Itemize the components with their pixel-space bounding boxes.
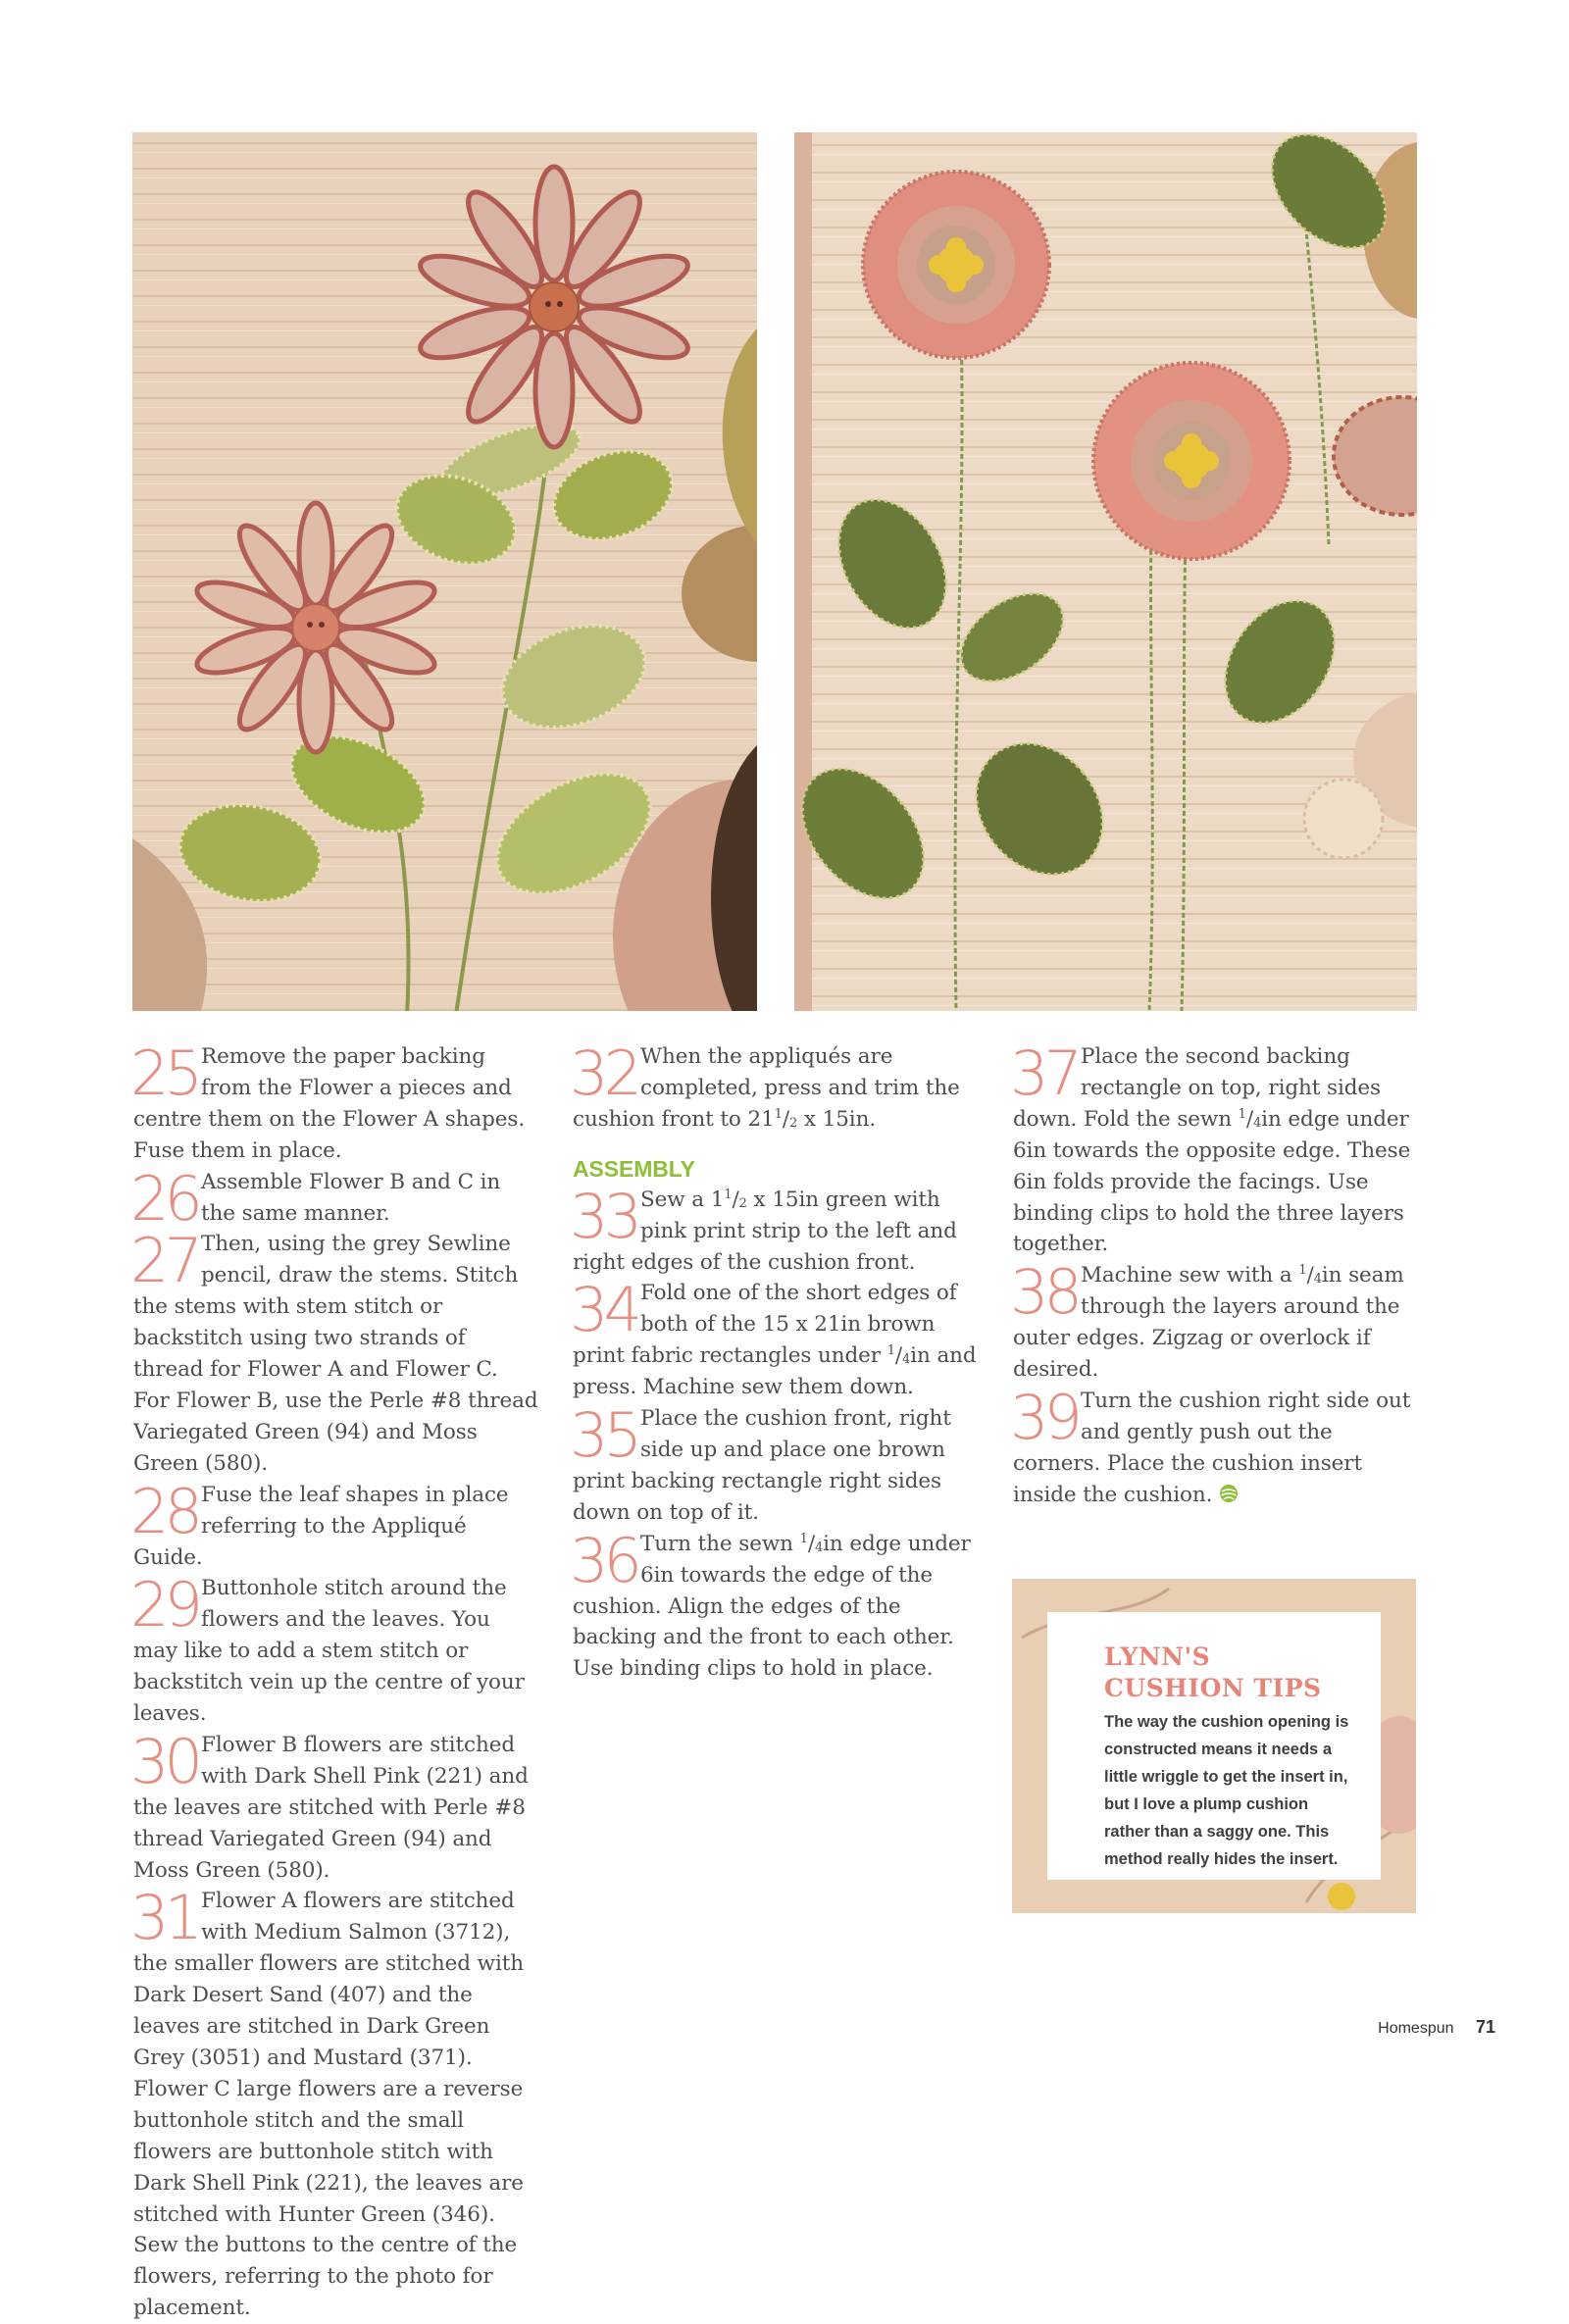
step-text: Flower B flowers are stitched with Dark Shell Pink (221) and the leaves are stitched with Perle #8 thread Variegated Green (94) and Moss Green (580). xyxy=(133,1732,529,1883)
step-text-cont: in edge under 6in towards the edge of the cushion. Align the edges of the backing and the front to each other. Use binding clips to hold in place. xyxy=(573,1531,971,1682)
step-39 xyxy=(1010,1381,1420,1511)
photo-right-embroidered-flowers xyxy=(794,132,1417,1011)
fraction-numerator: 1 xyxy=(886,1343,895,1359)
step-number: 25 xyxy=(130,1037,198,1109)
step-number: 32 xyxy=(570,1037,637,1109)
fraction-numerator: 1 xyxy=(724,1187,733,1202)
tips-card xyxy=(1047,1612,1381,1880)
step-number: 35 xyxy=(570,1399,637,1472)
fraction-denominator: 2 xyxy=(738,1195,747,1211)
fraction-denominator: 2 xyxy=(788,1115,798,1131)
text-column-3 xyxy=(1010,1037,1420,1511)
step-text: Then, using the grey Sewline pencil, draw the stems. Stitch the stems with stem stitch or backstitch using two strands of thread for Flower A and Flower C. For Flower B, use the Perle #8 thread Variegated Green (94) and Moss Green (580). xyxy=(133,1232,538,1476)
step-36: 36 Turn the sewn $^1/_4in$ edge under 6in towards the edge of the cushion. Align the edges of the backing and the front to each other. Use binding clips to hold in place. xyxy=(570,1524,971,1682)
step-30 xyxy=(130,1725,540,1887)
step-number: 37 xyxy=(1010,1037,1078,1109)
step-32: 32 When the appliqués are completed, press and trim the cushion front to $21^1/_2$ x 15in. xyxy=(570,1037,960,1132)
step-number: 33 xyxy=(570,1180,637,1252)
step-text: Buttonhole stitch around the flowers and the leaves. You may like to add a stem stitch or backstitch vein up the centre of your leaves. xyxy=(133,1576,525,1727)
yarn-ball-end-icon xyxy=(1219,1484,1239,1503)
step-number: 34 xyxy=(570,1274,637,1346)
step-25 xyxy=(130,1037,540,1167)
step-number: 36 xyxy=(570,1524,637,1596)
step-number: 30 xyxy=(130,1725,198,1797)
step-text: Fold one of the short edges of both of the 15 x 21in brown print fabric rectangles under xyxy=(573,1281,957,1369)
fraction-denominator: 4 xyxy=(1253,1115,1262,1131)
step-number: 31 xyxy=(130,1882,198,1954)
fraction-denominator: 4 xyxy=(814,1540,824,1555)
step-31 xyxy=(130,1882,540,2324)
step-34: 34 Fold one of the short edges of both of the 15 x 21in brown print fabric rectangles under $^1/_4in$ and press. Machine sew them down. xyxy=(570,1274,977,1400)
photo-left-embroidered-daisies xyxy=(132,132,757,1011)
step-number: 39 xyxy=(1010,1381,1078,1453)
fraction-numerator: 1 xyxy=(1238,1106,1246,1122)
step-number: 29 xyxy=(130,1569,198,1642)
page-number: 71 xyxy=(1475,2017,1495,2037)
text-column-2 xyxy=(570,1037,980,1685)
page-footer xyxy=(1378,2017,1495,2038)
step-text: Place the cushion front, right side up and place one brown print backing rectangle right sides down on top of it. xyxy=(573,1406,951,1525)
step-text: Fuse the leaf shapes in place referring to the Appliqué Guide. xyxy=(133,1482,509,1570)
step-38: 38 Machine sew with a $^1/_4in$ seam through the layers around the outer edges. Zigzag or overlock if desired. xyxy=(1010,1256,1404,1383)
step-text: Flower A flowers are stitched with Medium Salmon (3712), the smaller flowers are stitched with Dark Desert Sand (407) and the leaves are stitched in Dark Green Grey (3051) and Mustard (371). Flower C large flowers are a reverse buttonhole stitch and the small flowers are buttonhole stitch with Dark Shell Pink (221), the leaves are stitched with Hunter Green (346). Sew the buttons to the centre of the flowers, referring to the photo for placement. xyxy=(133,1889,525,2321)
step-text-cont: in and press. Machine sew them down. xyxy=(573,1343,977,1400)
step-text-cont: in edge under 6in towards the opposite edge. These 6in folds provide the facings. Use binding clips to hold the three layers together. xyxy=(1013,1106,1411,1257)
step-text: When the appliqués are completed, press and trim the cushion front to 21 xyxy=(573,1044,960,1132)
fraction-numerator: 1 xyxy=(1298,1263,1307,1279)
fraction-numerator: 1 xyxy=(799,1531,808,1546)
text-column-1 xyxy=(130,1037,540,2324)
step-text: Place the second backing rectangle on top, right sides down. Fold the sewn xyxy=(1013,1044,1381,1132)
step-number: 26 xyxy=(130,1162,198,1235)
step-text: Machine sew with a xyxy=(1081,1263,1299,1288)
step-33: 33 Sew a $1^1/_2$ x 15in green with pink print strip to the left and right edges of the cushion front. xyxy=(570,1180,957,1275)
tips-body: The way the cushion opening is constructed means it needs a little wriggle to get the insert in, but I love a plump cushion rather than a saggy one. This method really hides the insert. xyxy=(1104,1713,1349,1868)
step-text-cont: x 15in green with pink print strip to the left and right edges of the cushion front. xyxy=(573,1187,957,1275)
step-text-cont: in seam through the layers around the outer edges. Zigzag or overlock if desired. xyxy=(1013,1263,1404,1383)
step-37: 37 Place the second backing rectangle on top, right sides down. Fold the sewn $^1/_4in$ edge under 6in towards the opposite edge. These 6in folds provide the facings. Use binding clips to hold the three layers together. xyxy=(1010,1037,1411,1257)
step-text-cont: x 15in. xyxy=(797,1106,877,1132)
step-text: Assemble Flower B and C in the same manner. xyxy=(201,1169,501,1226)
fraction-denominator: 4 xyxy=(1313,1272,1322,1288)
tips-title-line2: CUSHION TIPS xyxy=(1104,1674,1322,1702)
tips-box xyxy=(1012,1579,1416,1913)
assembly-heading: ASSEMBLY xyxy=(573,1155,695,1182)
fraction-numerator: 1 xyxy=(774,1106,783,1122)
step-29 xyxy=(130,1569,540,1730)
step-26 xyxy=(130,1162,540,1235)
step-number: 38 xyxy=(1010,1256,1078,1329)
step-28 xyxy=(130,1475,540,1574)
fraction-denominator: 4 xyxy=(902,1352,911,1368)
step-27 xyxy=(130,1225,540,1479)
step-text: Turn the cushion right side out and gently push out the corners. Place the cushion insert inside the cushion. xyxy=(1013,1388,1411,1507)
step-text: Turn the sewn xyxy=(640,1531,800,1556)
step-number: 27 xyxy=(130,1225,198,1297)
publication-name: Homespun xyxy=(1378,2020,1454,2037)
step-text: Remove the paper backing from the Flower a pieces and centre them on the Flower A shapes. Fuse them in place. xyxy=(133,1044,526,1163)
step-text: Sew a 1 xyxy=(640,1187,725,1212)
step-number: 28 xyxy=(130,1475,198,1547)
tips-title-line1: LYNN'S xyxy=(1104,1642,1211,1671)
step-35 xyxy=(570,1399,980,1529)
